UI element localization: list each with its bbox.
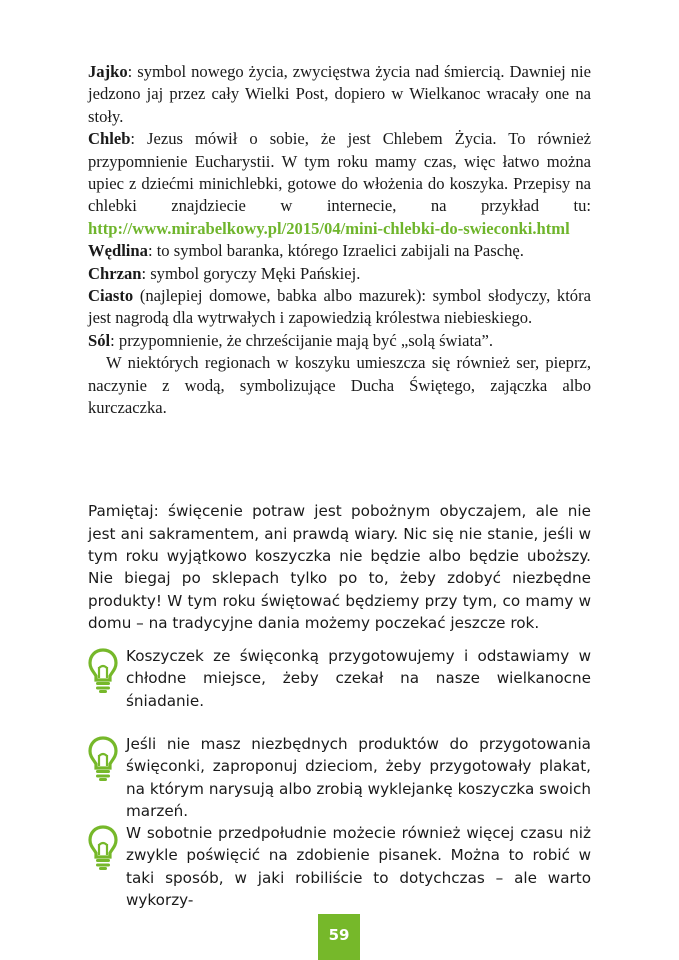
items-list: [88, 61, 591, 420]
tip-text: Jeśli nie masz niezbędnych produktów do przygotowania święconki, zaproponuj dzieciom, żeby przygotowały plakat, na którym narysują albo zrobią wyklejankę koszyczka swoich marzeń.: [126, 735, 591, 821]
page-number-badge: [318, 914, 360, 960]
item-chleb: [88, 128, 591, 240]
tip-text: Koszyczek ze święconką przygotowujemy i odstawiamy w chłodne miejsce, żeby czekał na nasze wielkanocne śniadanie.: [126, 647, 591, 710]
item-ciasto: [88, 285, 591, 330]
desc-wedlina: : to symbol baranka, którego Izraelici zabijali na Paschę.: [147, 241, 524, 261]
term-chleb: Chleb: [88, 129, 131, 149]
desc-jajko: : symbol nowego życia, zwycięstwa życia nad śmiercią. Dawniej nie jedzono jaj przez cały Wielki Post, dopiero w Wielkanoc wracały one na stoły.: [88, 62, 591, 126]
lightbulb-icon: [88, 824, 118, 870]
remember-text: Pamiętaj: święcenie potraw jest pobożnym obyczajem, ale nie jest ani sakramentem, ani prawdą wiary. Nic się nie stanie, jeśli w tym roku wyjątkowo koszyczka nie będzie albo będzie uboższy. Nie biegaj po sklepach tylko po to, żeby zdobyć niezbędne produkty! W tym roku świętować będziemy przy tym, co mamy w domu – na tradycyjne dania możemy poczekać jeszcze rok.: [88, 502, 591, 633]
tip-2: [88, 733, 591, 823]
desc-chleb: : Jezus mówił o sobie, że jest Chlebem Życia. To również przypomnienie Eucharystii. W tym roku mamy czas, więc łatwo można upiec z dziećmi minichlebki, gotowe do włożenia do koszyka. Przepisy na chlebki znajdziecie w internecie, na przykład tu:: [88, 129, 591, 216]
page-number: 59: [328, 926, 350, 944]
term-ciasto: Ciasto: [88, 286, 134, 306]
desc-sol: : przypomnienie, że chrześcijanie mają być „solą świata”.: [110, 330, 494, 350]
term-sol: Sól: [88, 330, 111, 350]
term-chrzan: Chrzan: [88, 263, 142, 283]
term-wedlina: Wędlina: [88, 241, 148, 261]
tip-3: [88, 822, 591, 912]
item-jajko: [88, 61, 591, 128]
tip-1: [88, 645, 591, 712]
term-jajko: Jajko: [88, 62, 128, 81]
item-sol: [88, 330, 591, 352]
recipe-link[interactable]: http://www.mirabelkowy.pl/2015/04/mini-chlebki-do-swieconki.html: [88, 218, 570, 238]
item-chrzan: [88, 263, 591, 285]
desc-chrzan: : symbol goryczy Męki Pańskiej.: [141, 263, 361, 283]
tip-text: W sobotnie przedpołudnie możecie również więcej czasu niż zwykle poświęcić na zdobienie pisanek. Można to robić w taki sposób, w jaki robiliście to dotychczas – ale warto wykorzy-: [126, 824, 591, 910]
regions-paragraph: W niektórych regionach w koszyku umieszcza się również ser, pieprz, naczynie z wodą, symbolizujące Ducha Świętego, zajączka albo kurczaczka.: [88, 353, 591, 418]
item-wedlina: [88, 240, 591, 262]
lightbulb-icon: [88, 735, 118, 781]
remember-paragraph: [88, 485, 591, 650]
lightbulb-icon: [88, 647, 118, 693]
desc-ciasto: (najlepiej domowe, babka albo mazurek): symbol słodyczy, która jest nagrodą dla wytrwałych i zapowiedzią królestwa niebieskiego.: [88, 286, 591, 328]
